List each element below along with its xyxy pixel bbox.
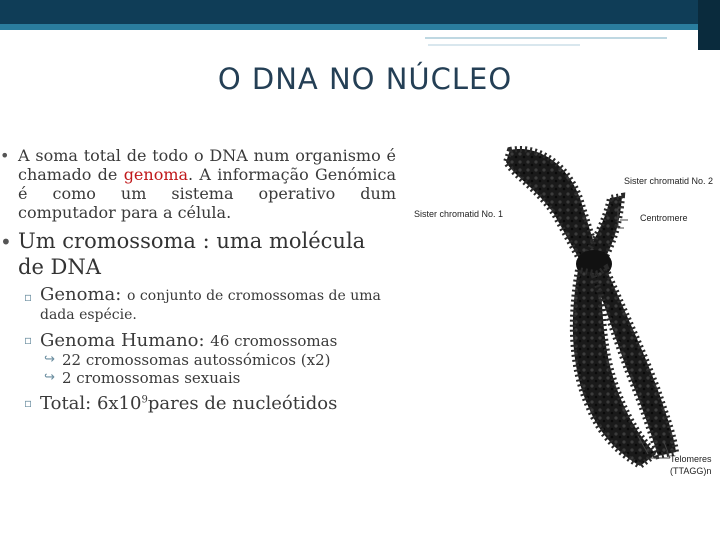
chromosome-image — [470, 136, 718, 483]
bullet-text-2: Um cromossoma : uma molécula de DNA — [18, 229, 366, 279]
sub-text-human-genome: 46 cromossomas — [210, 332, 338, 350]
sub-term-human-genome: Genoma Humano: — [40, 330, 211, 351]
header-strip — [0, 24, 720, 30]
sub-bullet-human-genome — [0, 330, 396, 351]
sub-bullet-total — [0, 393, 396, 414]
sub-text-genome: o conjunto de cromossomas de uma dada espécie. — [40, 288, 381, 323]
subsub-text-sex: 2 cromossomas sexuais — [62, 369, 241, 387]
subsub-bullet-sex — [0, 369, 396, 387]
sub-text-total-b: pares de nucleótidos — [147, 393, 338, 414]
square-bullet-icon: ▫ — [24, 396, 33, 410]
bullet-genome-definition — [0, 146, 396, 222]
square-bullet-icon: ▫ — [24, 333, 33, 347]
slide-body — [0, 146, 396, 414]
sub-text-total-sup: 9 — [141, 394, 148, 406]
bullet-dot-icon: • — [0, 146, 10, 165]
sub-term-genome: Genoma: — [40, 284, 128, 305]
curly-arrow-icon: ↪ — [44, 352, 55, 367]
label-telomeres: Telomeres — [670, 454, 712, 464]
sub-text-total-a: Total: 6x10 — [40, 393, 142, 414]
label-ttagg: (TTAGG)n — [670, 466, 712, 476]
header-band — [0, 0, 720, 24]
decor-line-2 — [428, 44, 580, 46]
bullet-dot-icon: • — [0, 230, 12, 254]
label-sister-chromatid-2: Sister chromatid No. 2 — [624, 176, 714, 186]
bullet-chromosome — [0, 228, 396, 280]
subsub-text-autosomal: 22 cromossomas autossómicos (x2) — [62, 351, 331, 369]
sub-bullet-genome — [0, 286, 396, 324]
header-accent — [698, 0, 720, 50]
subsub-bullet-autosomal — [0, 351, 396, 369]
label-centromere: Centromere — [640, 213, 688, 223]
genome-highlight: genoma — [123, 165, 189, 184]
slide-title: O DNA NO NÚCLEO — [217, 62, 513, 96]
curly-arrow-icon: ↪ — [44, 370, 55, 385]
decor-line-1 — [425, 37, 667, 39]
bullet-text-1b: . A informação Genómica é como um sistema operativo dum computador para a célula. — [18, 165, 396, 222]
bullet-text-1a: A soma total de todo o DNA num organismo é chamado de — [18, 146, 396, 184]
chromosome-micrograph — [414, 136, 718, 483]
square-bullet-icon: ▫ — [24, 290, 33, 304]
label-sister-chromatid-1: Sister chromatid No. 1 — [414, 209, 504, 219]
